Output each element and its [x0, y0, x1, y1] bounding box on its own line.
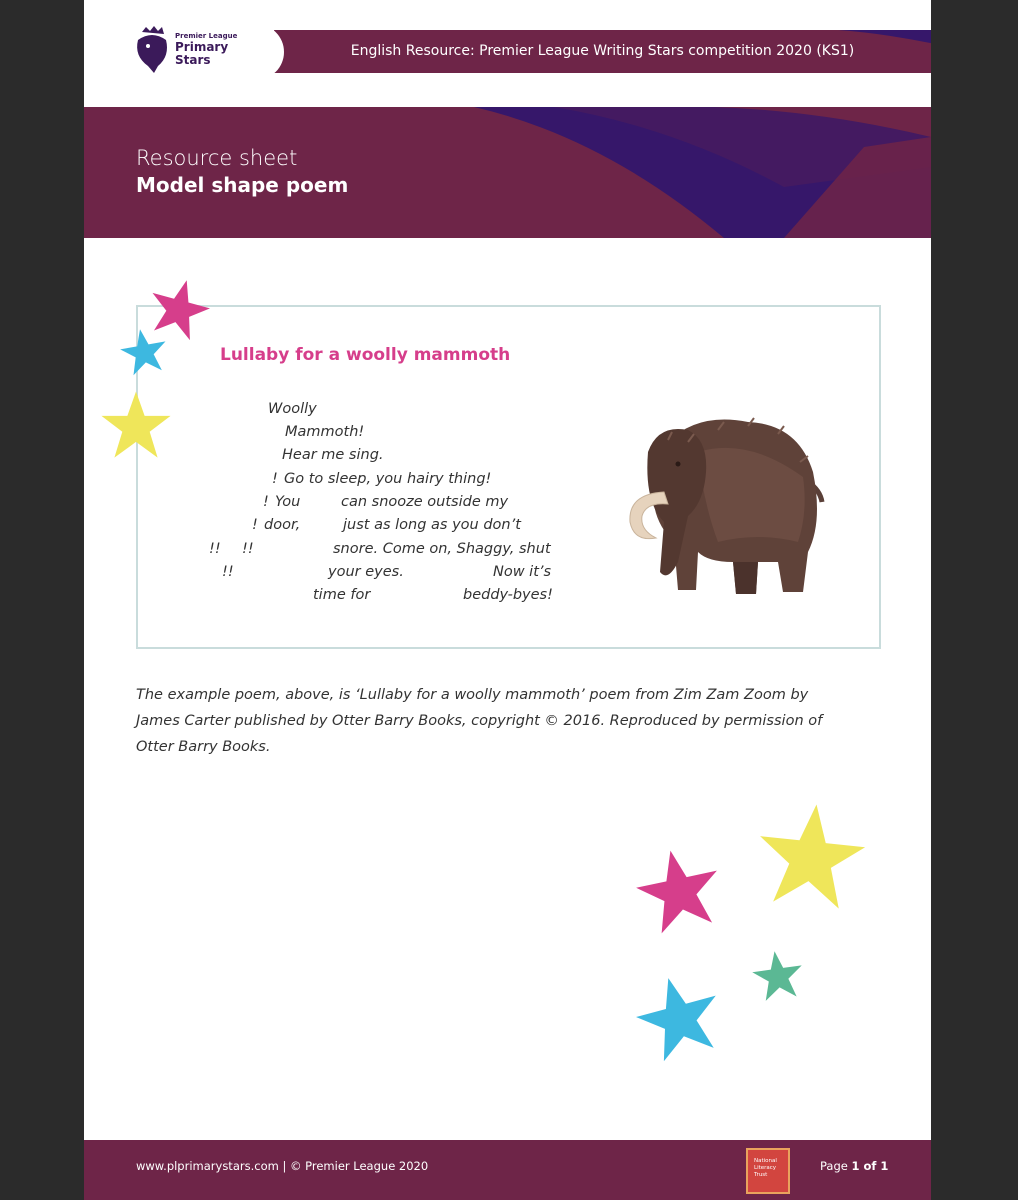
blue-star-icon — [636, 975, 722, 1061]
page-footer — [84, 1140, 931, 1200]
national-literacy-trust-logo — [746, 1148, 790, 1194]
logo-big-text — [175, 41, 228, 67]
poem-line: Woolly — [268, 401, 317, 417]
poem-line: can snooze outside my — [341, 494, 509, 510]
logo-line-2: Stars — [175, 53, 211, 67]
pink-star-icon — [636, 848, 722, 934]
poem-title: Lullaby for a woolly mammoth — [220, 345, 511, 365]
nlt-line-3: Trust — [754, 1172, 768, 1178]
poem-line: just as long as you don’t — [343, 517, 521, 533]
poem-line: !! — [242, 541, 254, 557]
page-number-value: 1 of 1 — [851, 1159, 889, 1173]
logo-small-text: Premier League — [175, 32, 238, 40]
yellow-star-icon — [756, 802, 866, 912]
green-star-icon — [752, 950, 804, 1002]
woolly-mammoth-illustration — [608, 412, 838, 612]
yellow-star-icon — [100, 390, 172, 462]
poem-line: ! — [272, 471, 278, 487]
poem-line: snore. Come on, Shaggy, shut — [333, 541, 551, 557]
footer-website-copyright: www.plprimarystars.com | © Premier League 2020 — [136, 1159, 429, 1173]
banner-title: Model shape poem — [136, 173, 349, 197]
page-number — [820, 1159, 888, 1173]
poem-line: !! — [209, 541, 221, 557]
lion-crest-icon — [134, 26, 170, 74]
poem-line: Go to sleep, you hairy thing! — [284, 471, 492, 487]
poem-line: door, — [264, 517, 301, 533]
poem-line: time for — [313, 587, 371, 603]
logo-line-1: Primary — [175, 40, 229, 54]
poem-line: ! — [252, 517, 258, 533]
poem-line: Hear me sing. — [282, 447, 384, 463]
poem-line: ! — [263, 494, 269, 510]
page-number-prefix: Page — [820, 1159, 852, 1173]
poem-line: You — [275, 494, 301, 510]
poem-line: your eyes. — [328, 564, 404, 580]
resource-title: English Resource: Premier League Writing Stars competition 2020 (KS1) — [350, 43, 855, 59]
nlt-line-1: National — [754, 1158, 777, 1164]
nlt-line-2: Literacy — [754, 1165, 777, 1171]
poem-box — [136, 305, 881, 649]
title-banner — [84, 107, 931, 238]
poem-credit-caption: The example poem, above, is ‘Lullaby for a woolly mammoth’ poem from Zim Zam Zoom by James Carter published by Otter Barry Books, copyright © 2016. Reproduced by permission of Otter Barry Books. — [136, 687, 823, 755]
poem-line: Now it’s — [493, 564, 552, 580]
poem-line: Mammoth! — [285, 424, 365, 440]
premier-league-primary-stars-logo — [124, 24, 284, 80]
poem-line: !! — [222, 564, 234, 580]
blue-star-icon — [120, 328, 168, 376]
header-band — [274, 30, 931, 73]
poem-line: beddy-byes! — [463, 587, 553, 603]
banner-subtitle: Resource sheet — [136, 146, 298, 170]
resource-page — [84, 0, 931, 1200]
